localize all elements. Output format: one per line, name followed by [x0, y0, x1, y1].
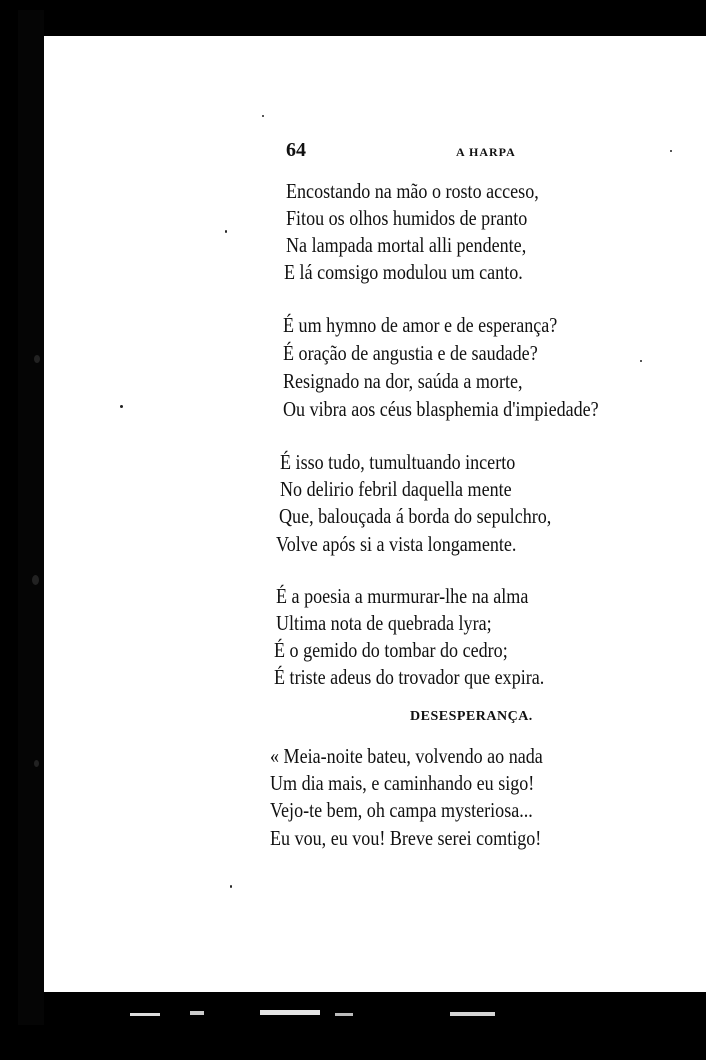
- verse-line: Vejo-te bem, oh campa mysteriosa...: [270, 798, 533, 822]
- verse-line: Que, balouçada á borda do sepulchro,: [279, 504, 552, 528]
- page-header: [286, 139, 566, 163]
- verse-line: Na lampada mortal alli pendente,: [286, 233, 527, 257]
- running-title: A HARPA: [456, 145, 516, 159]
- verse-line: Resignado na dor, saúda a morte,: [283, 369, 523, 393]
- scan-speck: [34, 760, 39, 767]
- verse-line: É um hymno de amor e de esperança?: [283, 313, 558, 337]
- scan-speck: [640, 360, 642, 362]
- verse-line: « Meia-noite bateu, volvendo ao nada: [270, 744, 543, 768]
- scan-speck: [262, 115, 264, 117]
- scan-speck: [32, 575, 39, 585]
- verse-line: No delirio febril daquella mente: [280, 477, 512, 501]
- verse-line: E lá comsigo modulou um canto.: [284, 260, 523, 284]
- verse-line: Eu vou, eu vou! Breve serei comtigo!: [270, 826, 542, 850]
- verse-line: É a poesia a murmurar-lhe na alma: [276, 584, 529, 608]
- scan-speck: [670, 150, 672, 152]
- verse-line: Fitou os olhos humidos de pranto: [286, 206, 528, 230]
- verse-line: Ultima nota de quebrada lyra;: [276, 611, 492, 635]
- scan-speck: [120, 405, 123, 408]
- verse-line: É triste adeus do trovador que expira.: [274, 665, 545, 689]
- verse-line: É o gemido do tombar do cedro;: [274, 638, 508, 662]
- verse-line: É oração de angustia e de saudade?: [283, 341, 538, 365]
- verse-line: Volve após si a vista longamente.: [276, 532, 517, 556]
- scan-speck: [34, 355, 40, 363]
- scan-speck: [230, 885, 232, 888]
- verse-line: Ou vibra aos céus blasphemia d'impiedade?: [283, 397, 599, 421]
- verse-line: Encostando na mão o rosto acceso,: [286, 179, 539, 203]
- verse-line: É isso tudo, tumultuando incerto: [280, 450, 516, 474]
- page-binding-edge: [18, 10, 44, 1025]
- page-number: 64: [286, 139, 306, 161]
- section-heading: DESESPERANÇA.: [410, 709, 533, 724]
- scan-speck: [225, 230, 227, 233]
- bottom-scan-noise: [120, 1005, 540, 1025]
- verse-line: Um dia mais, e caminhando eu sigo!: [270, 771, 535, 795]
